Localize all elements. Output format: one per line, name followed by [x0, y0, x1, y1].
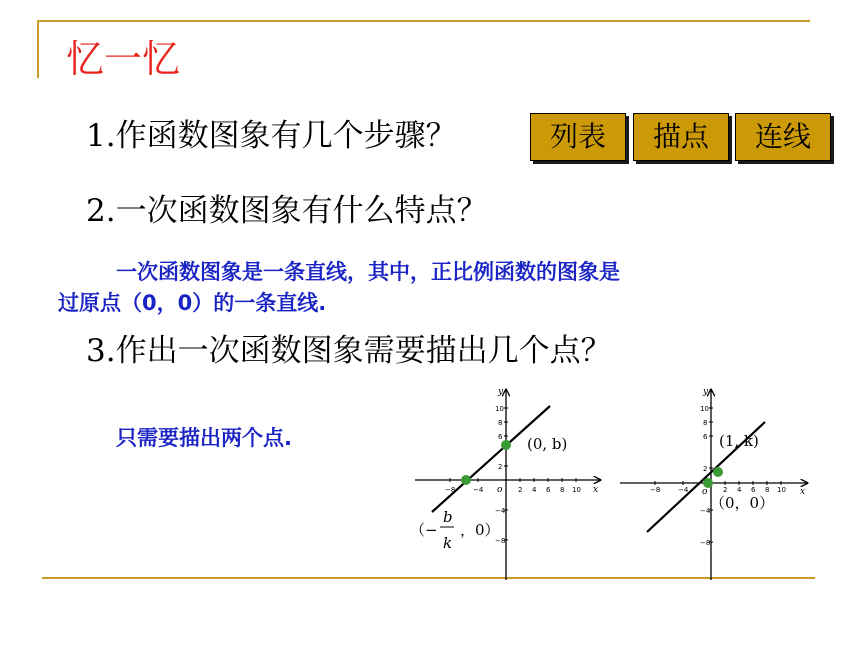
- x-tick-label: 10: [572, 486, 581, 494]
- x-axis-label: x: [593, 485, 599, 495]
- left-rule: [37, 20, 39, 78]
- question-1: 1.作函数图象有几个步骤？: [86, 118, 457, 154]
- y-tick-label: 8: [703, 419, 708, 427]
- step-plot-points: 描点: [633, 113, 729, 161]
- answer-3: 只需要描出两个点.: [116, 426, 292, 450]
- x-tick-label: −8: [445, 486, 456, 494]
- x-tick-label: 8: [560, 486, 565, 494]
- step-list-table: 列表: [530, 113, 626, 161]
- origin-point-label: （0，0）: [710, 494, 775, 512]
- x-tick-label: 4: [532, 486, 537, 494]
- y-axis-label: y: [498, 387, 504, 397]
- x-axis-label: x: [800, 487, 806, 497]
- y-axis-label: y: [703, 387, 709, 397]
- fraction-denominator: k: [443, 534, 453, 552]
- y-tick-label: −8: [495, 537, 506, 545]
- x-intercept-label-open: （−: [410, 521, 438, 539]
- x-tick-label: 2: [518, 486, 523, 494]
- question-3: 3.作出一次函数图象需要描出几个点？: [86, 333, 612, 369]
- step-connect-line: 连线: [735, 113, 831, 161]
- x-intercept-point: [461, 475, 471, 485]
- graph-proportional-function: [615, 382, 815, 582]
- x-tick-label: 8: [765, 486, 770, 494]
- origin-label: o: [497, 485, 503, 495]
- x-tick-label: 10: [777, 486, 786, 494]
- y-intercept-point: [501, 440, 511, 450]
- x-tick-label: −8: [650, 486, 661, 494]
- x-tick-label: 2: [723, 486, 728, 494]
- y-tick-label: 6: [498, 433, 503, 441]
- y-tick-label: 10: [700, 405, 709, 413]
- origin-label: o: [702, 487, 708, 497]
- y-tick-label: −4: [495, 507, 506, 515]
- y-tick-label: 6: [703, 433, 708, 441]
- y-tick-label: 2: [498, 463, 503, 471]
- answer-2-line-1: 一次函数图象是一条直线，其中，正比例函数的图象是: [116, 260, 620, 284]
- y-intercept-label: (0, b): [527, 435, 568, 453]
- x-tick-label: −4: [473, 486, 484, 494]
- y-tick-label: −8: [700, 539, 711, 547]
- x-tick-label: 6: [546, 486, 551, 494]
- y-tick-label: −4: [700, 507, 711, 515]
- y-tick-label: 2: [703, 465, 708, 473]
- answer-2-line-2: 过原点（0，0）的一条直线.: [58, 291, 327, 315]
- page-title: 忆一忆: [66, 37, 181, 81]
- function-line: [432, 406, 550, 512]
- question-2: 2.一次函数图象有什么特点？: [86, 193, 488, 229]
- graph-linear-function: [410, 382, 610, 582]
- x-tick-label: 4: [737, 486, 742, 494]
- x-intercept-label-close: ，0）: [460, 521, 500, 539]
- second-point: [713, 467, 723, 477]
- y-tick-label: 8: [498, 419, 503, 427]
- x-tick-label: −4: [678, 486, 689, 494]
- x-tick-label: 6: [751, 486, 756, 494]
- y-tick-label: 10: [495, 405, 504, 413]
- second-point-label: (1, k): [719, 432, 759, 450]
- top-rule: [37, 20, 810, 22]
- origin-point: [703, 478, 713, 488]
- fraction-numerator: b: [443, 508, 453, 526]
